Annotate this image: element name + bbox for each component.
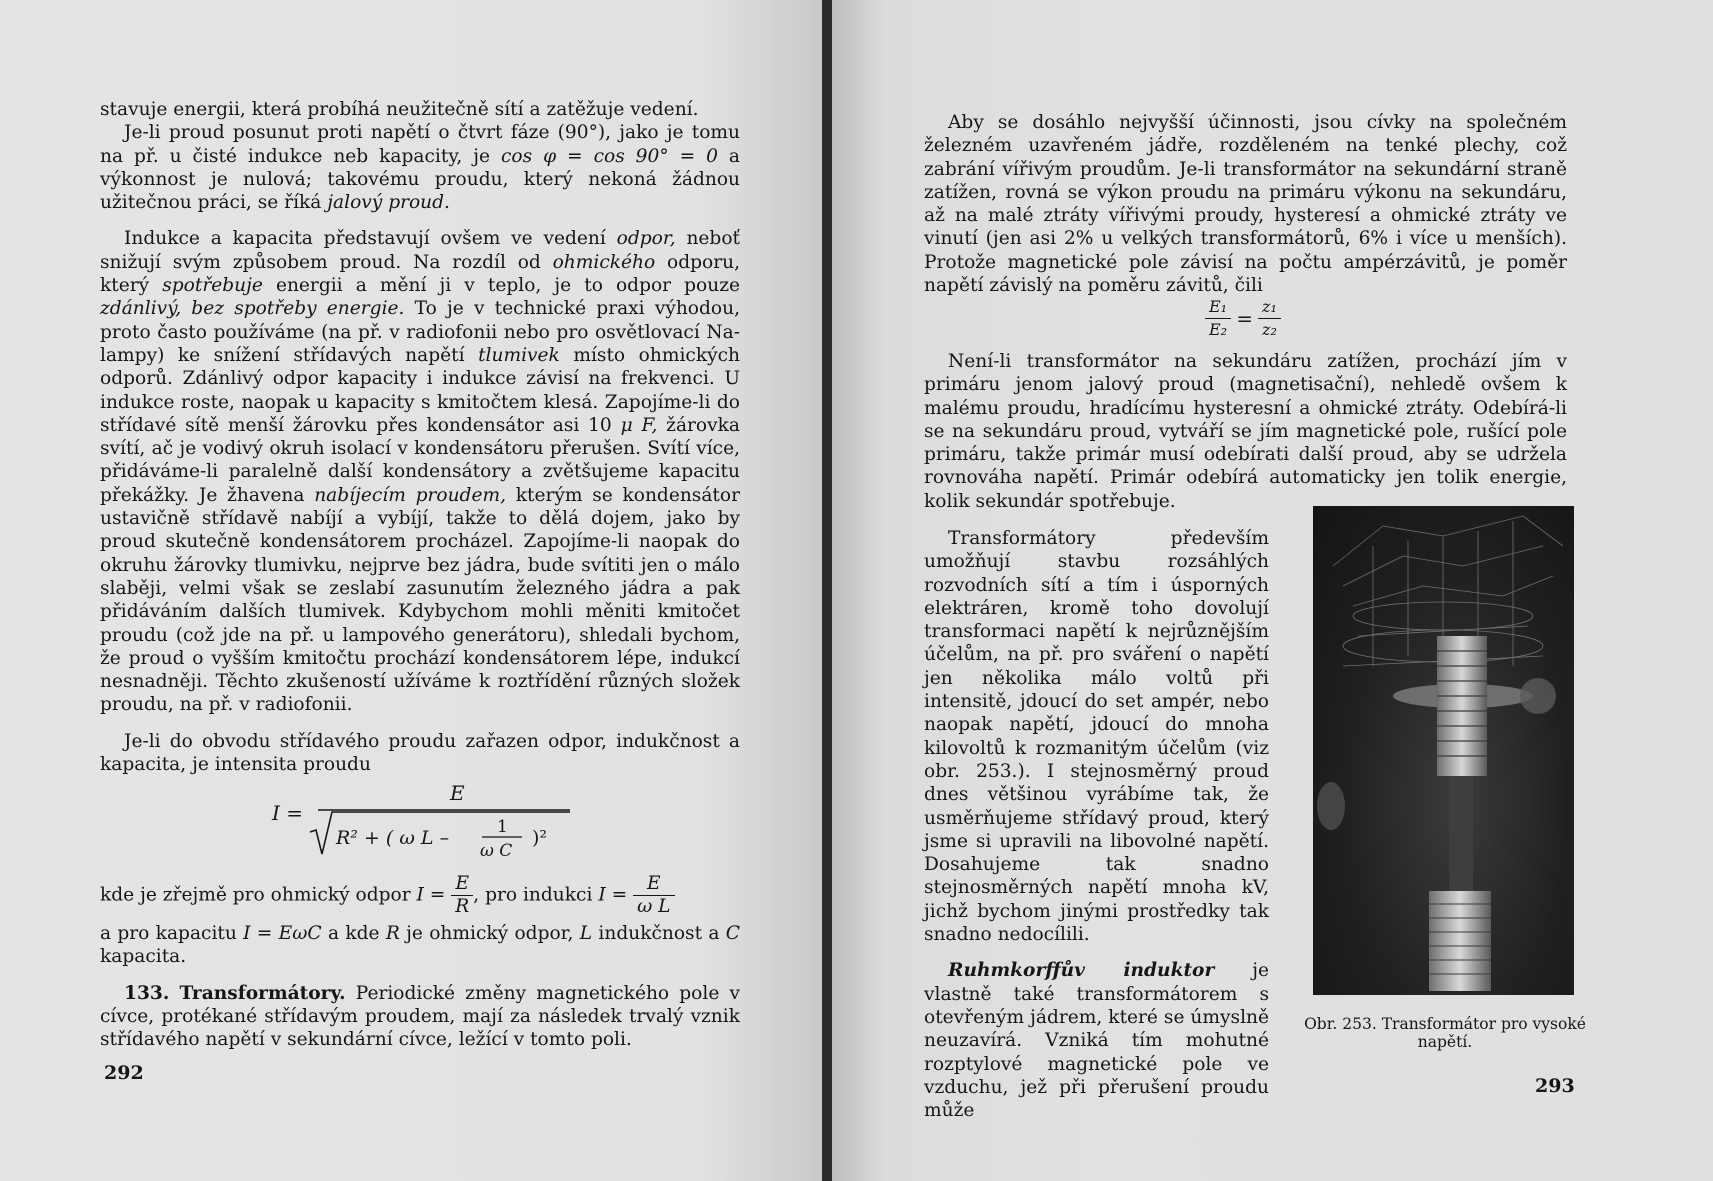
- formula-inner-denominator: ω C: [480, 841, 513, 860]
- ratio-formula: $\frac{\text{E₁}}{\text{E₂}}$ = $\frac{\text{z₁}}{\text{z₂}}$: [1205, 296, 1315, 346]
- paragraph: Aby se dosáhlo nejvyšší účinnosti, jsou cívky na společném železném uzavřeném jádře, rozděleném na tenké plechy, což zabrání vířivým proudům. Je-li transformátor na sekundární straně zatížen, rovná se výkon proudu na primáru výkonu na sekundáru, až na malé ztráty vířivými proudy, hysteresí a ohmické ztráty ve vinutí (jen asi 2% u velkých transformátorů, 6% i více u menších). Protože magnetické pole závisí na počtu ampérzávitů, je poměr napětí závislý na poměru závitů, čili: [924, 112, 1567, 297]
- current-formula: [270, 770, 590, 860]
- formula-lhs: I =: [272, 801, 304, 825]
- paragraph: stavuje energii, která probíhá neužitečně sítí a zatěžuje vedení.: [100, 99, 699, 120]
- right-body-text-2: [924, 350, 1567, 513]
- paragraph: Transformátory především umožňují stavbu rozsáhlých rozvodních sítí a tím i úsporných elektráren, kromě toho dovolují transformaci napětí k nejrůznějším účelům, na př. pro sváření o napětí jen několika málo voltů při intensitě, jdoucí do set ampér, nebo naopak napětí, jdoucí do mnoha kilovoltů k rozmanitým účelům (viz obr. 253.). I stejnosměrný proud dnes většinou vyrábíme tak, že usměrňujeme střídavý proud, který jsme si upravili na libovolné napětí. Dosahujeme tak snadno stejnosměrných napětí mnoha kV, jichž bychom jinými prostředky tak snadno nedocílili.: [924, 528, 1269, 946]
- fraction-e1-e2: $\frac{\text{E₁}}{\text{E₂}}$: [1205, 296, 1231, 341]
- formula-numerator: E: [450, 781, 465, 805]
- paragraph: Indukce a kapacita představují ovšem ve vedení odpor, neboť snižují svým způsobem proud. Na rozdíl od ohmického odporu, který spotřebuje energii a mění ji v teplo, je to odpor pouze zdánlivý, bez spotřeby energie. To je v technické praxi výhodou, proto často používáme (na př. v radiofonii nebo pro osvětlovací Na-lampy) ke snížení střídavých napětí tlumivek místo ohmických odporů. Zdánlivý odpor kapacity i indukce závisí na frekvenci. U indukce roste, naopak u kapacity s kmitočtem klesá. Zapojíme-li do střídavé sítě menší žárovku přes kondensátor asi 10 μ F, žárovka svítí, ač je vodivý okruh isolací v kondensátoru přerušen. Svítí více, přidáváme-li paralelně další kondensátory a zvětšujeme kapacitu překážky. Je žhavena nabíjecím proudem, kterým se kondensátor ustavičně střídavě nabíjí a vybíjí, takže to dělá dojem, jako by proud skutečně kondensátorem procházel. Zapojíme-li naopak do okruhu žárovky tlumivku, nejprve bez jádra, bude svítiti jen o málo slaběji, velmi však se zeslabí zasunutím železného jádra a pak přidáváním dalších tlumivek. Kdybychom mohli měniti kmitočet proudu (což jde na př. u lampového generátoru), shledali bychom, že proud o vyšším kmitočtu prochází kondensátorem lépe, indukcí nesnadněji. Těchto zkušeností užíváme k roztřídění různých složek proudu, na př. v radiofonii.: [100, 228, 741, 716]
- fraction-e-r: $\frac{E}{R}$: [451, 873, 473, 918]
- fraction-z1-z2: $\frac{\text{z₁}}{\text{z₂}}$: [1258, 296, 1281, 341]
- paragraph: a pro kapacitu I = EωC a kde R je ohmický odpor, L indukčnost a C kapacita.: [100, 923, 740, 968]
- formula-graphic: [270, 770, 590, 860]
- section-title: Transformátory.: [179, 982, 346, 1004]
- paragraph: Je-li proud posunut proti napětí o čtvrt fáze (90°), jako je tomu na př. u čisté indukce neb kapacity, je cos φ = cos 90° = 0 a výkonnost je nulová; takovému proudu, který nekoná žádnou užitečnou práci, se říká jalový proud.: [100, 122, 741, 214]
- transformer-photo-image: [1313, 506, 1574, 995]
- formula-denominator: R² + ( ω L –: [336, 827, 450, 849]
- left-body-text-2: [100, 873, 740, 1051]
- left-page: [0, 0, 822, 1181]
- formula-close: )²: [532, 827, 548, 849]
- formula-inner-numerator: 1: [497, 817, 508, 837]
- paragraph: kde je zřejmě pro ohmický odpor I = $\frac{E}{R}$ , pro indukci I = $\frac{E}{\text{ω L}}$: [100, 873, 740, 918]
- paragraph: Ruhmkorffův induktor je vlastně také transformátorem s otevřeným jádrem, které se úmyslně neuzavírá. Vzniká tím mohutné rozptylové magnetické pole ve vzduchu, jež při přerušení proudu může: [924, 960, 1269, 1122]
- section-133: 133. Transformátory. Periodické změny magnetického pole v cívce, protékané střídavým proudem, mají za následek trvalý vznik střídavého napětí v sekundární cívce, ležící v tomto poli.: [100, 982, 740, 1051]
- page-number: 293: [1535, 1075, 1575, 1097]
- paragraph: Je-li do obvodu střídavého proudu zařazen odpor, indukčnost a kapacita, je intensita proudu: [100, 730, 740, 776]
- book-gutter: [822, 0, 832, 1181]
- right-page: [832, 0, 1713, 1181]
- paragraph: Není-li transformátor na sekundáru zatížen, prochází jím v primáru jenom jalový proud (magnetisační), nehledě ovšem k malému proudu, hradícímu hysteresní a ohmické ztráty. Odebírá-li se na sekundáru proud, vytváří se jím magnetické pole, rušící pole primáru, takže primár musí odebírati další proud, aby se udržela rovnováha napětí. Primár odebírá automaticky jen tolik energie, kolik sekundár spotřebuje.: [924, 351, 1567, 512]
- transformer-photo: [1313, 506, 1574, 995]
- page-number: 292: [104, 1062, 144, 1084]
- right-body-text-narrow: [924, 527, 1269, 1122]
- fraction-e-wl: $\frac{E}{\text{ω L}}$: [633, 873, 674, 918]
- figure-caption: Obr. 253. Transformátor pro vysoké napětí.: [1304, 1015, 1586, 1051]
- right-body-text: [924, 111, 1567, 297]
- left-body-text: [100, 98, 740, 776]
